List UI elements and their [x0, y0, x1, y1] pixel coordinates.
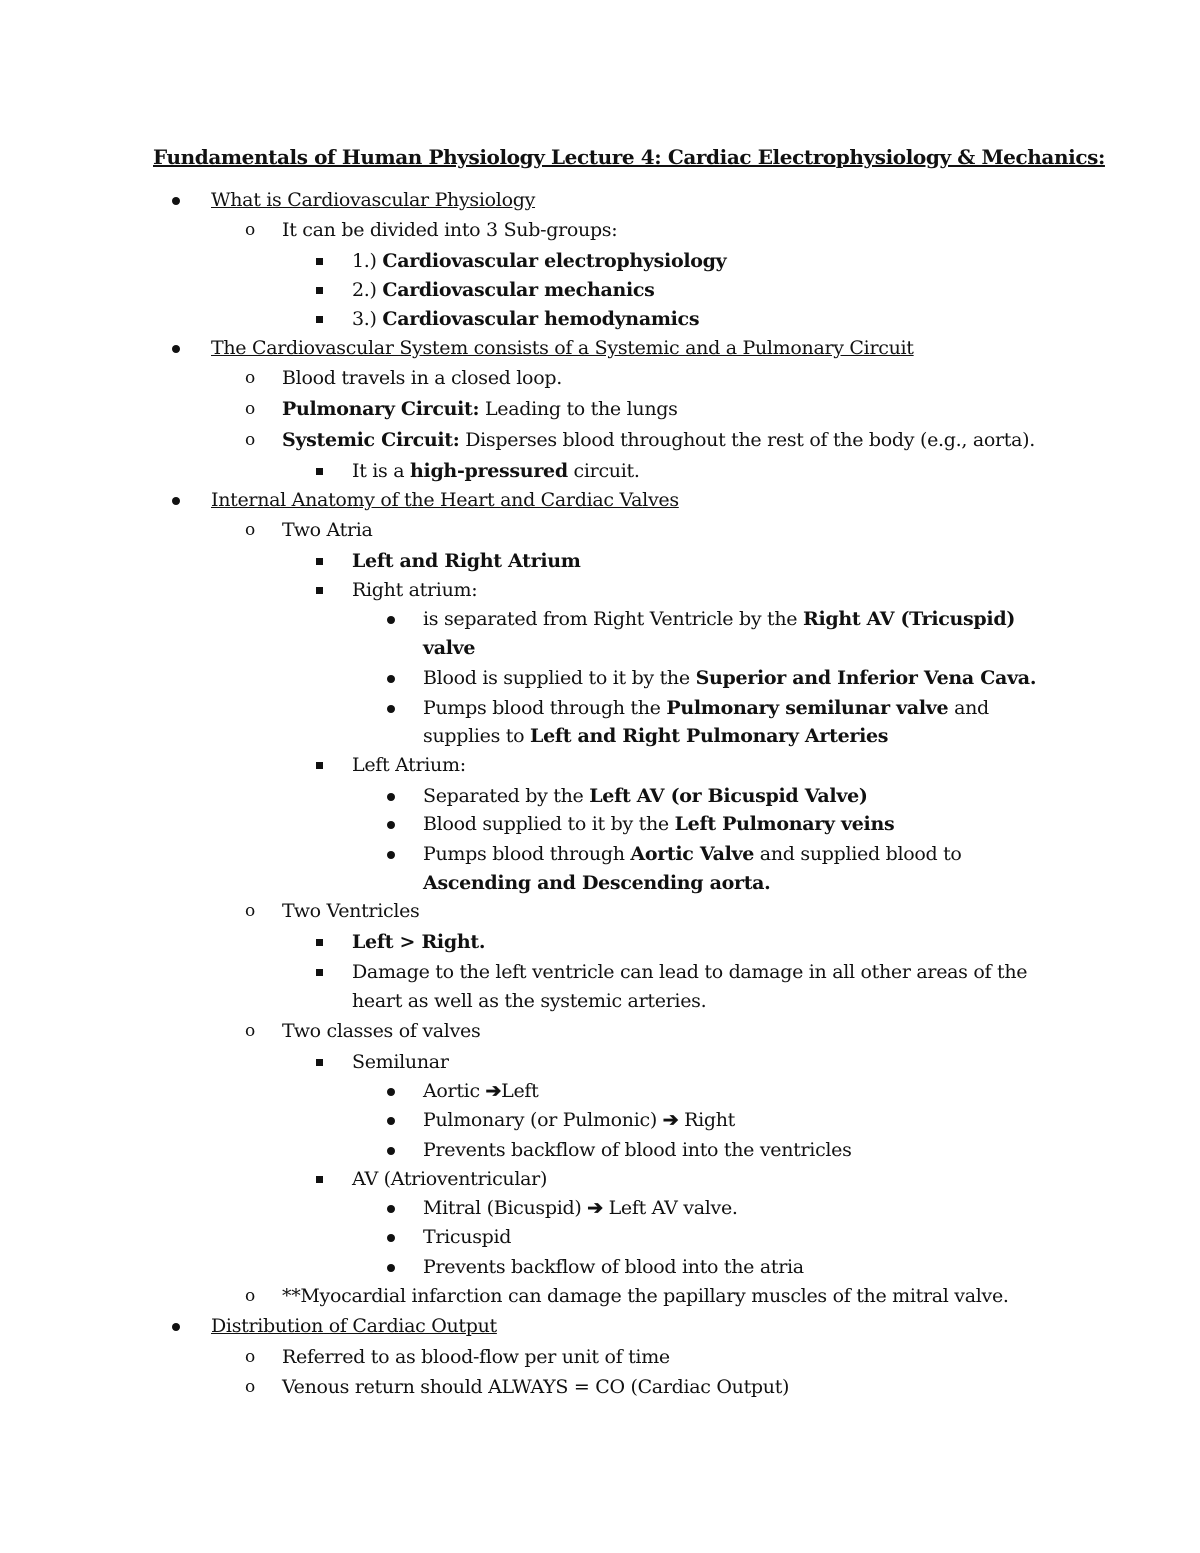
- outline-item-text: [423, 1194, 738, 1223]
- bullet-marker: [172, 1312, 180, 1331]
- bold-term: Ascending and Descending aorta.: [423, 872, 771, 894]
- outline-item-text: [423, 1077, 539, 1106]
- bold-term: Cardiovascular electrophysiology: [382, 250, 727, 272]
- circle-marker: o: [245, 1286, 255, 1306]
- outline-item-text: [352, 987, 706, 1016]
- circle-marker: o: [245, 1377, 255, 1397]
- text-segment: Right atrium:: [352, 579, 478, 601]
- outline-item-text: [282, 1017, 480, 1046]
- bold-term: Systemic Circuit:: [282, 429, 460, 451]
- bold-term: Aortic Valve: [630, 843, 755, 865]
- text-segment: Pumps blood through: [423, 843, 631, 865]
- outline-item-text: [352, 1048, 449, 1077]
- bold-term: Superior and Inferior Vena Cava.: [695, 667, 1037, 689]
- square-marker: [316, 547, 323, 565]
- square-marker: [316, 305, 323, 323]
- bullet-marker: [387, 605, 395, 624]
- text-segment: It is a: [352, 460, 411, 482]
- square-marker: [316, 928, 323, 946]
- circle-marker: o: [245, 520, 255, 540]
- outline-item-text: [423, 1136, 852, 1165]
- text-segment: Damage to the left ventricle can lead to damage in all other areas of the: [352, 961, 1028, 983]
- outline-item-text: [282, 426, 1035, 455]
- text-segment: Two Atria: [282, 519, 373, 541]
- bullet-marker: [172, 334, 180, 353]
- bold-term: ➔: [662, 1109, 679, 1131]
- text-segment: Mitral (Bicuspid): [423, 1197, 588, 1219]
- bullet-marker: [387, 1194, 395, 1213]
- bold-term: Left Pulmonary veins: [674, 813, 895, 835]
- text-segment: Pumps blood through the: [423, 697, 667, 719]
- circle-marker: o: [245, 1021, 255, 1041]
- bullet-marker: [387, 664, 395, 683]
- outline-item-text: [282, 1373, 789, 1402]
- text-segment: Two classes of valves: [282, 1020, 481, 1042]
- text-segment: Prevents backflow of blood into the ventricles: [423, 1139, 852, 1161]
- square-marker: [316, 958, 323, 976]
- bullet-marker: [387, 782, 395, 801]
- circle-marker: o: [245, 220, 255, 240]
- outline-item-text: [352, 751, 466, 780]
- bullet-marker: [387, 1077, 395, 1096]
- square-marker: [316, 1048, 323, 1066]
- text-segment: 1.): [352, 250, 383, 272]
- bullet-marker: [387, 1223, 395, 1242]
- outline-item-text: [352, 958, 1027, 987]
- square-marker: [316, 457, 323, 475]
- text-segment: and: [948, 697, 989, 719]
- bold-term: ➔: [485, 1080, 502, 1102]
- text-segment: **Myocardial infarction can damage the papillary muscles of the mitral valve.: [282, 1285, 1009, 1307]
- outline-item-text: [423, 1106, 735, 1135]
- outline-item-text: [352, 928, 485, 957]
- text-segment: Left: [501, 1080, 539, 1102]
- bullet-marker: [387, 1106, 395, 1125]
- text-segment: Prevents backflow of blood into the atria: [423, 1256, 804, 1278]
- text-segment: It can be divided into 3 Sub-groups:: [282, 219, 618, 241]
- bold-term: high-pressured: [410, 460, 568, 482]
- outline-item-text: [352, 305, 699, 334]
- text-segment: Referred to as blood-flow per unit of time: [282, 1346, 670, 1368]
- bold-term: Cardiovascular hemodynamics: [382, 308, 700, 330]
- bold-term: Left and Right Atrium: [352, 550, 581, 572]
- text-segment: Venous return should ALWAYS = CO (Cardiac Output): [282, 1376, 790, 1398]
- text-segment: Separated by the: [423, 785, 590, 807]
- square-marker: [316, 247, 323, 265]
- outline-item-text: [282, 1282, 1009, 1311]
- text-segment: Blood supplied to it by the: [423, 813, 675, 835]
- bold-term: Right AV (Tricuspid): [802, 608, 1016, 630]
- text-segment: Blood is supplied to it by the: [423, 667, 696, 689]
- outline-item-text: [423, 840, 962, 869]
- square-marker: [316, 276, 323, 294]
- text-segment: Blood travels in a closed loop.: [282, 367, 562, 389]
- text-segment: Disperses blood throughout the rest of the body (e.g., aorta).: [459, 429, 1036, 451]
- text-segment: supplies to: [423, 725, 531, 747]
- outline-item-text: [423, 869, 771, 898]
- text-segment: AV (Atrioventricular): [352, 1168, 548, 1190]
- outline-item-text: [211, 186, 535, 215]
- outline-item-text: [423, 1223, 511, 1252]
- outline-item-text: [423, 1253, 804, 1282]
- section-heading: The Cardiovascular System consists of a Systemic and a Pulmonary Circuit: [211, 337, 914, 359]
- bold-term: Left > Right.: [352, 931, 486, 953]
- bullet-marker: [387, 694, 395, 713]
- section-heading: Internal Anatomy of the Heart and Cardiac Valves: [211, 489, 679, 511]
- outline-item-text: [423, 634, 475, 663]
- outline-item-text: [211, 486, 679, 515]
- bold-term: Pulmonary semilunar valve: [666, 697, 949, 719]
- outline-item-text: [211, 1312, 497, 1341]
- text-segment: is separated from Right Ventricle by the: [423, 608, 803, 630]
- outline-item-text: [282, 897, 420, 926]
- bullet-marker: [172, 486, 180, 505]
- outline-item-text: [423, 722, 888, 751]
- text-segment: Semilunar: [352, 1051, 449, 1073]
- bullet-marker: [387, 840, 395, 859]
- text-segment: Tricuspid: [423, 1226, 512, 1248]
- outline-item-text: [282, 395, 678, 424]
- outline-item-text: [352, 457, 640, 486]
- section-heading: Distribution of Cardiac Output: [211, 1315, 497, 1337]
- outline-item-text: [423, 694, 989, 723]
- text-segment: Left Atrium:: [352, 754, 466, 776]
- document-title: Fundamentals of Human Physiology Lecture 4: Cardiac Electrophysiology & Mechanics:: [153, 145, 1105, 169]
- bullet-marker: [172, 186, 180, 205]
- text-segment: Leading to the lungs: [479, 398, 678, 420]
- outline-item-text: [282, 516, 373, 545]
- text-segment: Aortic: [423, 1080, 486, 1102]
- bold-term: ➔: [587, 1197, 603, 1219]
- bullet-marker: [387, 810, 395, 829]
- square-marker: [316, 576, 323, 594]
- circle-marker: o: [245, 430, 255, 450]
- outline-item-text: [211, 334, 914, 363]
- outline-item-text: [282, 1343, 670, 1372]
- outline-item-text: [423, 810, 894, 839]
- bold-term: Left and Right Pulmonary Arteries: [530, 725, 889, 747]
- outline-item-text: [352, 576, 477, 605]
- text-segment: Right: [678, 1109, 736, 1131]
- circle-marker: o: [245, 399, 255, 419]
- outline-item-text: [423, 664, 1036, 693]
- text-segment: Two Ventricles: [282, 900, 420, 922]
- bold-term: Pulmonary Circuit:: [282, 398, 480, 420]
- outline-item-text: [423, 782, 868, 811]
- outline-item-text: [352, 1165, 547, 1194]
- circle-marker: o: [245, 901, 255, 921]
- bullet-marker: [387, 1136, 395, 1155]
- outline-item-text: [352, 247, 726, 276]
- outline-item-text: [352, 547, 581, 576]
- circle-marker: o: [245, 368, 255, 388]
- square-marker: [316, 1165, 323, 1183]
- text-segment: Left AV valve.: [602, 1197, 738, 1219]
- outline-item-text: [282, 364, 562, 393]
- text-segment: and supplied blood to: [754, 843, 962, 865]
- square-marker: [316, 751, 323, 769]
- outline-item-text: [423, 605, 1015, 634]
- bold-term: valve: [423, 637, 476, 659]
- bullet-marker: [387, 1253, 395, 1272]
- bold-term: Cardiovascular mechanics: [382, 279, 655, 301]
- bold-term: Left AV (or Bicuspid Valve): [589, 785, 868, 807]
- text-segment: heart as well as the systemic arteries.: [352, 990, 707, 1012]
- outline-item-text: [352, 276, 655, 305]
- section-heading: What is Cardiovascular Physiology: [211, 189, 536, 211]
- outline-item-text: [282, 216, 617, 245]
- text-segment: 2.): [352, 279, 383, 301]
- text-segment: 3.): [352, 308, 383, 330]
- text-segment: circuit.: [567, 460, 640, 482]
- text-segment: Pulmonary (or Pulmonic): [423, 1109, 663, 1131]
- circle-marker: o: [245, 1347, 255, 1367]
